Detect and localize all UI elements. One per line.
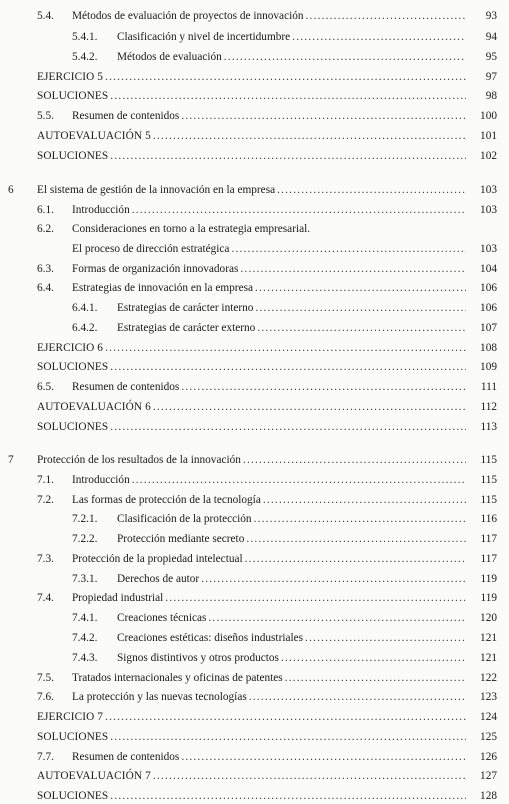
toc-entry-page-number: 122 [480, 672, 497, 684]
toc-entry[interactable] [0, 551, 509, 567]
toc-entry-title: Clasificación y nivel de incertidumbre [117, 31, 291, 43]
dot-leader [243, 452, 466, 468]
toc-entry[interactable] [0, 492, 509, 508]
dot-leader [110, 419, 466, 435]
toc-entry[interactable] [0, 630, 509, 646]
toc-entry-title: La protección y las nuevas tecnologías [72, 691, 247, 703]
toc-entry-page-number: 112 [480, 401, 497, 413]
toc-entry-number: 7.2.2. [72, 533, 98, 545]
toc-entry[interactable] [0, 379, 509, 395]
toc-entry[interactable] [0, 359, 509, 375]
dot-leader [132, 202, 466, 218]
toc-entry-title: Signos distintivos y otros productos [117, 652, 279, 664]
toc-entry-page-number: 111 [480, 381, 497, 393]
dot-leader [231, 241, 466, 257]
dot-leader [110, 88, 466, 104]
dot-leader [181, 108, 466, 124]
toc-entry-page-number: 128 [480, 790, 497, 802]
toc-entry-number: 6.3. [37, 263, 54, 275]
toc-entry-number: 7.3. [37, 553, 54, 565]
toc-entry-title: SOLUCIONES [37, 90, 109, 102]
toc-entry-page-number: 93 [485, 10, 497, 22]
dot-leader [305, 630, 466, 646]
toc-entry-page-number: 124 [480, 711, 497, 723]
toc-entry-title: AUTOEVALUACIÓN 5 [37, 130, 151, 142]
toc-entry-number: 7.4.1. [72, 612, 98, 624]
toc-entry-number: 7.2.1. [72, 513, 98, 525]
dot-leader [285, 670, 466, 686]
dot-leader [249, 689, 466, 705]
toc-entry-page-number: 117 [480, 553, 497, 565]
toc-entry[interactable] [0, 452, 509, 468]
toc-entry-page-number: 103 [480, 204, 497, 216]
toc-entry-page-number: 115 [480, 474, 497, 486]
toc-entry[interactable] [0, 729, 509, 745]
toc-entry[interactable] [0, 8, 509, 24]
toc-entry-title: Creaciones técnicas [117, 612, 207, 624]
toc-entry-number: 7.1. [37, 474, 54, 486]
toc-entry-title: Resumen de contenidos [72, 751, 180, 763]
toc-entry-number: 6 [8, 184, 14, 196]
toc-entry-title: El sistema de gestión de la innovación en la empresa [37, 184, 276, 196]
toc-entry[interactable] [0, 610, 509, 626]
toc-entry-title: EJERCICIO 5 [37, 71, 104, 83]
dot-leader [110, 729, 466, 745]
toc-entry-title: Estrategias de carácter interno [117, 302, 254, 314]
dot-leader [277, 182, 466, 198]
toc-entry-title: Tratados internacionales y oficinas de patentes [72, 672, 283, 684]
toc-entry-number: 6.2. [37, 223, 54, 235]
toc-entry-title: Protección de los resultados de la innovación [37, 454, 241, 466]
toc-entry-page-number: 106 [480, 282, 497, 294]
toc-entry-title: AUTOEVALUACIÓN 7 [37, 770, 151, 782]
toc-entry-title: Protección mediante secreto [117, 533, 245, 545]
toc-entry-page-number: 106 [480, 302, 497, 314]
toc-entry-number: 5.4.2. [72, 51, 98, 63]
dot-leader [153, 128, 466, 144]
toc-entry-page-number: 107 [480, 322, 497, 334]
toc-entry[interactable] [0, 221, 509, 237]
toc-entry-title: Creaciones estéticas: diseños industriales [117, 632, 304, 644]
toc-entry-title: Resumen de contenidos [72, 110, 180, 122]
toc-entry-number: 5.4. [37, 10, 54, 22]
toc-entry-page-number: 97 [485, 71, 497, 83]
toc-entry-title: EJERCICIO 6 [37, 342, 104, 354]
toc-entry-number: 7.4.3. [72, 652, 98, 664]
toc-entry-number: 7.4.2. [72, 632, 98, 644]
toc-entry[interactable] [0, 261, 509, 277]
toc-entry-number: 6.4.2. [72, 322, 98, 334]
toc-entry-page-number: 125 [480, 731, 497, 743]
dot-leader [255, 280, 466, 296]
toc-entry-title: Formas de organización innovadoras [72, 263, 239, 275]
dot-leader [208, 610, 466, 626]
toc-entry[interactable] [0, 69, 509, 85]
toc-entry-page-number: 115 [480, 494, 497, 506]
toc-entry[interactable] [0, 511, 509, 527]
dot-leader [257, 320, 466, 336]
toc-entry-page-number: 98 [485, 90, 497, 102]
dot-leader [132, 472, 466, 488]
toc-entry-page-number: 119 [480, 592, 497, 604]
toc-entry-number: 7.4. [37, 592, 54, 604]
dot-leader [181, 749, 466, 765]
toc-entry[interactable] [0, 182, 509, 198]
dot-leader [240, 261, 466, 277]
toc-entry-page-number: 126 [480, 751, 497, 763]
toc-entry[interactable] [0, 709, 509, 725]
toc-entry-title: Clasificación de la protección [117, 513, 252, 525]
toc-entry-title: Consideraciones en torno a la estrategia empresarial. [72, 223, 311, 235]
toc-entry-title: Derechos de autor [117, 573, 200, 585]
toc-entry-page-number: 116 [480, 513, 497, 525]
dot-leader [245, 551, 466, 567]
toc-entry-page-number: 120 [480, 612, 497, 624]
toc-entry[interactable] [0, 128, 509, 144]
toc-entry[interactable] [0, 768, 509, 784]
dot-leader [165, 590, 466, 606]
toc-entry-title: El proceso de dirección estratégica [72, 243, 230, 255]
toc-entry-title: Propiedad industrial [72, 592, 164, 604]
toc-entry-page-number: 95 [485, 51, 497, 63]
toc-entry[interactable] [0, 788, 509, 804]
dot-leader [153, 399, 466, 415]
toc-entry-page-number: 115 [480, 454, 497, 466]
dot-leader [110, 788, 466, 804]
toc-entry-title: SOLUCIONES [37, 421, 109, 433]
toc-entry[interactable] [0, 241, 509, 257]
dot-leader [201, 571, 466, 587]
toc-entry[interactable] [0, 571, 509, 587]
toc-entry-title: EJERCICIO 7 [37, 711, 104, 723]
toc-entry-page-number: 119 [480, 573, 497, 585]
dot-leader [105, 340, 466, 356]
toc-entry-page-number: 102 [480, 150, 497, 162]
dot-leader [105, 69, 466, 85]
toc-entry[interactable] [0, 419, 509, 435]
toc-entry-number: 6.4. [37, 282, 54, 294]
dot-leader [255, 300, 466, 316]
toc-entry-page-number: 121 [480, 652, 497, 664]
toc-entry-page-number: 113 [480, 421, 497, 433]
toc-entry-page-number: 101 [480, 130, 497, 142]
toc-entry-title: Estrategias de innovación en la empresa [72, 282, 253, 294]
toc-entry[interactable] [0, 108, 509, 124]
dot-leader [224, 49, 466, 65]
toc-entry[interactable] [0, 300, 509, 316]
toc-entry-number: 7.5. [37, 672, 54, 684]
toc-entry-title: Las formas de protección de la tecnología [72, 494, 261, 506]
toc-entry-number: 6.4.1. [72, 302, 98, 314]
toc-entry-title: Protección de la propiedad intelectual [72, 553, 243, 565]
toc-entry[interactable] [0, 531, 509, 547]
toc-entry-page-number: 127 [480, 770, 497, 782]
toc-entry[interactable] [0, 29, 509, 45]
toc-entry-title: Estrategias de carácter externo [117, 322, 256, 334]
toc-entry-title: SOLUCIONES [37, 150, 109, 162]
toc-entry-number: 6.1. [37, 204, 54, 216]
toc-entry[interactable] [0, 320, 509, 336]
toc-entry[interactable] [0, 689, 509, 705]
toc-entry-title: Introducción [72, 474, 130, 486]
toc-entry[interactable] [0, 472, 509, 488]
dot-leader [306, 8, 466, 24]
toc-entry-page-number: 100 [480, 110, 497, 122]
toc-entry[interactable] [0, 590, 509, 606]
toc-entry-title: Introducción [72, 204, 130, 216]
toc-entry[interactable] [0, 340, 509, 356]
toc-entry-page-number: 103 [480, 243, 497, 255]
toc-entry-number: 7 [8, 454, 14, 466]
dot-leader [105, 709, 466, 725]
toc-entry-page-number: 109 [480, 361, 497, 373]
toc-entry-title: SOLUCIONES [37, 790, 109, 802]
dot-leader [263, 492, 466, 508]
toc-entry[interactable] [0, 399, 509, 415]
dot-leader [254, 511, 466, 527]
toc-entry[interactable] [0, 749, 509, 765]
toc-entry-number: 7.6. [37, 691, 54, 703]
dot-leader [110, 148, 466, 164]
toc-entry-number: 6.5. [37, 381, 54, 393]
toc-entry-title: SOLUCIONES [37, 361, 109, 373]
dot-leader [181, 379, 466, 395]
toc-entry[interactable] [0, 202, 509, 218]
dot-leader [153, 768, 466, 784]
dot-leader [246, 531, 466, 547]
toc-entry-title: Resumen de contenidos [72, 381, 180, 393]
toc-entry-page-number: 94 [485, 31, 497, 43]
toc-entry-title: AUTOEVALUACIÓN 6 [37, 401, 151, 413]
toc-entry[interactable] [0, 49, 509, 65]
toc-entry[interactable] [0, 88, 509, 104]
toc-entry[interactable] [0, 650, 509, 666]
toc-entry-number: 5.5. [37, 110, 54, 122]
toc-entry-number: 5.4.1. [72, 31, 98, 43]
toc-entry-number: 7.2. [37, 494, 54, 506]
toc-entry-title: Métodos de evaluación [117, 51, 222, 63]
dot-leader [292, 29, 466, 45]
dot-leader [110, 359, 466, 375]
toc-entry-page-number: 123 [480, 691, 497, 703]
toc-entry-title: Métodos de evaluación de proyectos de innovación [72, 10, 304, 22]
toc-entry-number: 7.7. [37, 751, 54, 763]
toc-entry-page-number: 121 [480, 632, 497, 644]
toc-entry-page-number: 108 [480, 342, 497, 354]
toc-entry-page-number: 104 [480, 263, 497, 275]
toc-entry-page-number: 103 [480, 184, 497, 196]
toc-entry[interactable] [0, 670, 509, 686]
toc-entry-number: 7.3.1. [72, 573, 98, 585]
toc-entry-title: SOLUCIONES [37, 731, 109, 743]
toc-entry-page-number: 117 [480, 533, 497, 545]
toc-entry[interactable] [0, 280, 509, 296]
dot-leader [281, 650, 466, 666]
toc-entry[interactable] [0, 148, 509, 164]
